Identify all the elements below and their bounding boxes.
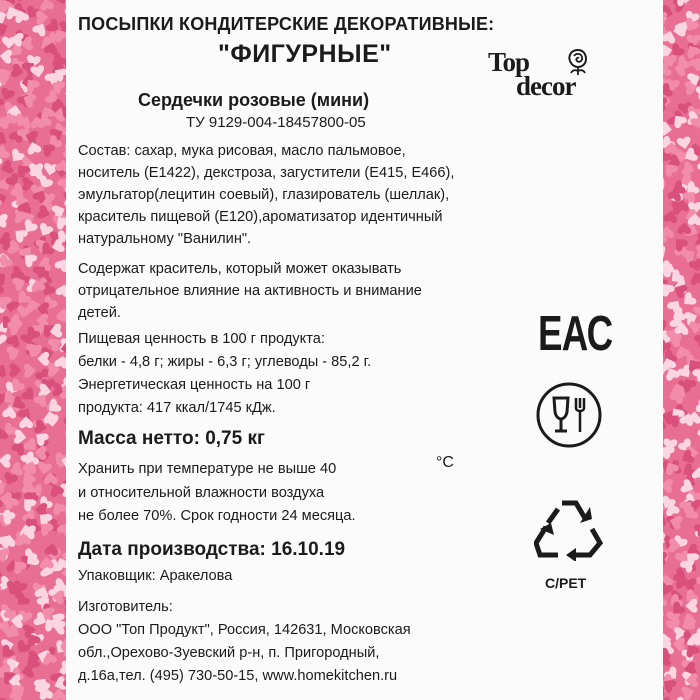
heart-sprinkle [0, 38, 1, 55]
heart-sprinkle [0, 333, 7, 347]
heart-sprinkle [672, 637, 685, 652]
production-date: Дата производства: 16.10.19 [78, 539, 346, 560]
warning-line: детей. [78, 305, 121, 321]
heading-line-2: "ФИГУРНЫЕ" [218, 40, 392, 68]
storage-line: и относительной влажности воздуха [78, 485, 325, 501]
recycle-code: C/PET [545, 575, 587, 591]
manufacturer-line: ООО "Топ Продукт", Россия, 142631, Московская [78, 622, 411, 638]
nutrition-line: Пищевая ценность в 100 г продукта: [78, 331, 325, 347]
logo-word-top: Top [488, 47, 530, 77]
composition-line: Состав: сахар, мука рисовая, масло пальмовое, [78, 143, 406, 159]
heart-sprinkle [0, 453, 11, 467]
heart-sprinkle [36, 10, 49, 24]
heart-sprinkle [689, 271, 700, 286]
heart-sprinkle [692, 466, 700, 479]
composition-line: краситель пищевой (Е120),ароматизатор идентичный [78, 209, 443, 225]
storage-line: Хранить при температуре не выше 40 [78, 461, 337, 477]
manufacturer-line: обл.,Орехово-Зуевский р-н, п. Пригородный, [78, 645, 380, 661]
warning-line: отрицательное влияние на активность и внимание [78, 283, 422, 299]
heart-sprinkle [671, 234, 689, 252]
heart-sprinkle [24, 364, 36, 378]
manufacturer-title: Изготовитель: [78, 599, 173, 615]
composition-line: носитель (Е1422), декстроза, загустители (Е415, Е466), [78, 165, 455, 181]
heart-sprinkle [0, 688, 1, 700]
heart-sprinkle [0, 212, 8, 228]
nutrition-line: продукта: 417 ккал/1745 кДж. [78, 400, 276, 416]
heart-sprinkle [52, 688, 66, 700]
glass-fork-icon [534, 380, 604, 450]
heart-sprinkle [14, 429, 27, 444]
packer: Упаковщик: Аракелова [78, 568, 233, 584]
degree-celsius: °С [436, 454, 454, 471]
manufacturer-line: д.16а,тел. (495) 730-50-15, www.homekitchen.ru [78, 668, 398, 684]
heart-sprinkle [696, 244, 700, 258]
composition-line: эмульгатор(лецитин соевый), глазирователь (шеллак), [78, 187, 450, 203]
recycle-icon [534, 495, 604, 561]
product-name: Сердечки розовые (мини) [138, 90, 370, 110]
logo-word-decor: decor [516, 71, 576, 101]
eac-mark: ЕАС [538, 307, 613, 361]
heart-sprinkle [0, 269, 10, 287]
heart-sprinkle [696, 424, 700, 442]
nutrition-line: Энергетическая ценность на 100 г [78, 377, 311, 393]
product-label [66, 0, 663, 700]
heart-sprinkle [50, 499, 68, 516]
heart-sprinkle [687, 411, 700, 424]
heart-sprinkle [693, 331, 700, 349]
composition-line: натуральному "Ванилин". [78, 231, 252, 247]
top-decor-logo [486, 47, 611, 109]
storage-line: не более 70%. Срок годности 24 месяца. [78, 508, 356, 524]
heading-line-1: ПОСЫПКИ КОНДИТЕРСКИЕ ДЕКОРАТИВНЫЕ: [78, 14, 495, 34]
heart-sprinkle [39, 0, 55, 11]
net-weight: Масса нетто: 0,75 кг [78, 428, 265, 449]
nutrition-line: белки - 4,8 г; жиры - 6,3 г; углеводы - 85,2 г. [78, 354, 372, 370]
heart-sprinkle [0, 361, 10, 378]
warning-line: Содержат краситель, который может оказывать [78, 261, 402, 277]
standard-code: ТУ 9129-004-18457800-05 [186, 114, 366, 131]
heart-sprinkle [0, 49, 12, 64]
heart-sprinkle [9, 363, 21, 377]
heart-sprinkle [19, 416, 33, 428]
